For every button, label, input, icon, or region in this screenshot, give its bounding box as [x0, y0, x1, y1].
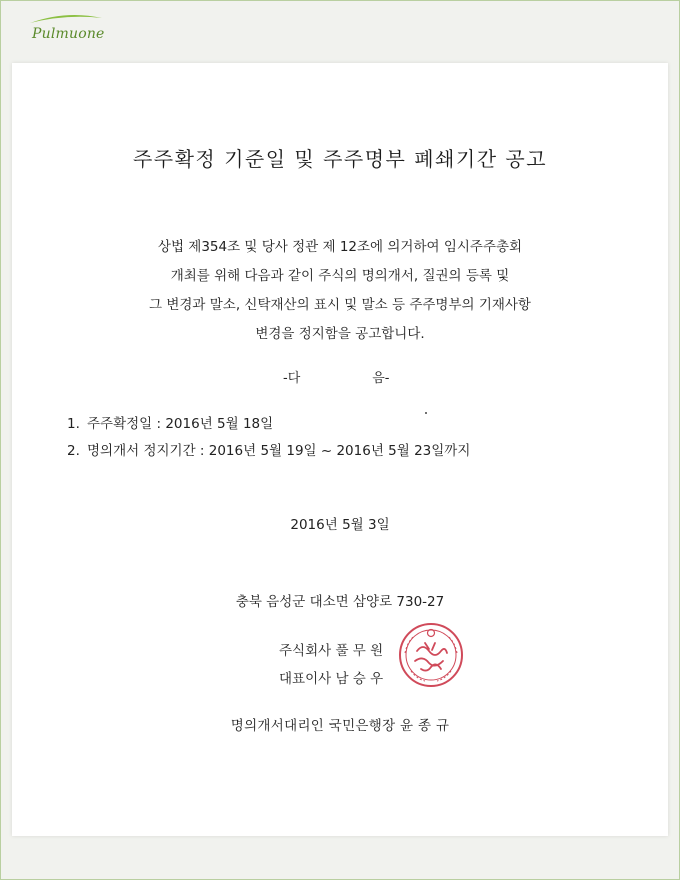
company-seal-icon: [397, 621, 465, 689]
item-number: 2.: [67, 443, 80, 459]
intro-line: 상법 제354조 및 당사 정관 제 12조에 의거하여 임시주주총회: [157, 239, 523, 255]
pulmuone-logo[interactable]: [28, 12, 108, 46]
list-item: [67, 438, 470, 465]
item-number: 1.: [67, 416, 80, 432]
list-item: [67, 411, 470, 438]
intro-line: 개최를 위해 다음과 같이 주식의 명의개서, 질권의 등록 및: [170, 268, 510, 284]
company-address: 충북 음성군 대소면 삼양로 730-27: [235, 594, 445, 610]
intro-line: 변경을 정지함을 공고합니다.: [255, 326, 425, 342]
company-name: 주식회사 풀 무 원: [279, 643, 384, 659]
transfer-agent: 명의개서대리인 국민은행장 윤 종 규: [230, 718, 450, 734]
logo-text: Pulmuone: [32, 26, 105, 42]
item-text: 주주확정일 : 2016년 5월 18일: [87, 416, 274, 432]
logo-swoosh-icon: [28, 12, 104, 26]
signatory-block: [279, 637, 383, 693]
notice-items: [67, 411, 470, 465]
notice-title: 주주확정 기준일 및 주주명부 폐쇄기간 공고: [132, 147, 548, 171]
ceo-name: 대표이사 남 승 우: [279, 671, 384, 687]
heading-left: -다: [283, 371, 301, 386]
item-text: 명의개서 정지기간 : 2016년 5월 19일 ~ 2016년 5월 23일까지: [87, 443, 471, 459]
notice-date: 2016년 5월 3일: [290, 517, 390, 533]
notice-intro: [100, 233, 580, 349]
section-heading: [283, 367, 390, 386]
heading-right: 음-: [372, 371, 390, 386]
intro-line: 그 변경과 말소, 신탁재산의 표시 및 말소 등 주주명부의 기재사항: [149, 297, 531, 313]
